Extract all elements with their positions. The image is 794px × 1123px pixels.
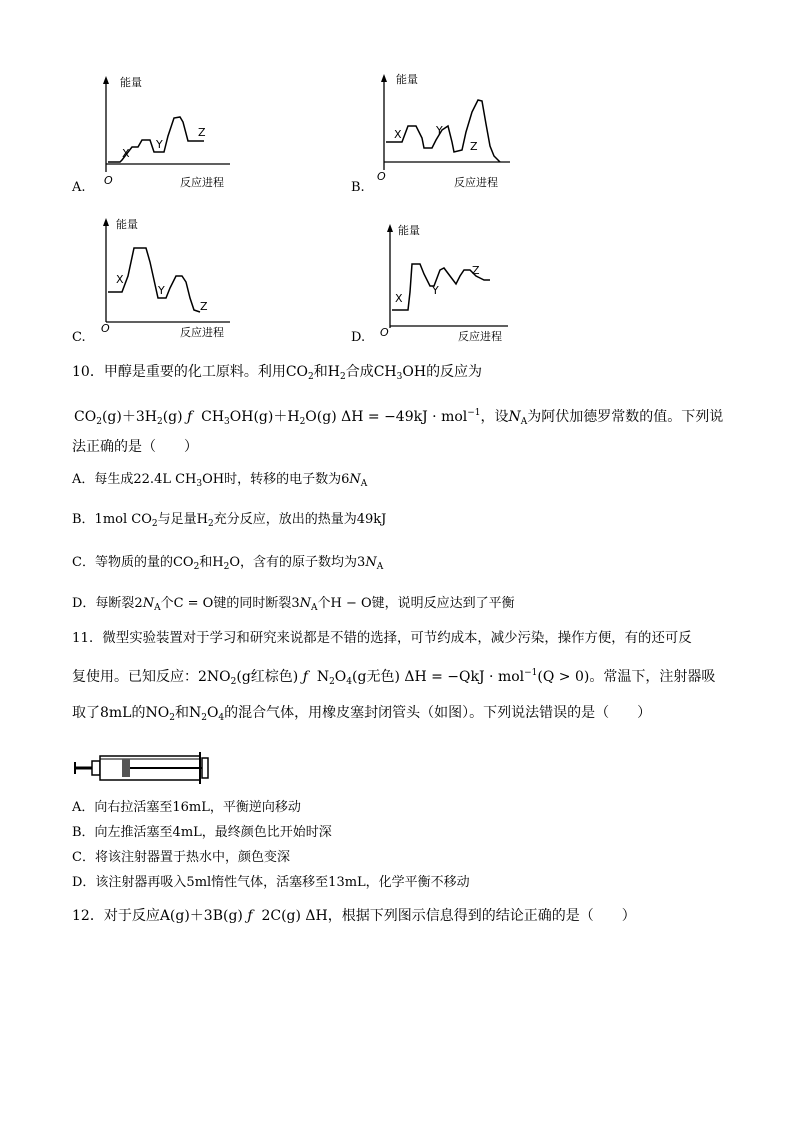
x-axis-label: 反应进程: [458, 330, 502, 343]
q11-line1: 11．微型实验装置对于学习和研究来说都是不错的选择，可节约成本，减少污染，操作方便，有的还可反: [72, 631, 692, 646]
q11-line3: 取了8mL的$NO_2$和$N_2O_4$的混合气体，用橡皮塞封闭管头（如图）。下列说法错误的是（ ）: [72, 705, 652, 723]
q10-option-d: D．每断裂$2N_A$个C = O键的同时断裂$3N_A$个H − O键，说明反应达到了平衡: [72, 596, 515, 613]
y-axis-label: 能量: [398, 224, 420, 237]
y-axis-label: 能量: [116, 218, 138, 231]
label-y: Y: [158, 284, 165, 297]
q10-option-c: C．等物质的量的$CO_2$和$H_2O$，含有的原子数均为$3N_A$: [72, 555, 384, 572]
label-x: X: [395, 292, 403, 305]
energy-diagram-c: [70, 212, 240, 340]
label-z: Z: [470, 140, 478, 153]
y-axis-label: 能量: [120, 76, 142, 89]
diagram-b-letter: B.: [351, 180, 365, 195]
q10-line1: 10．甲醇是重要的化工原料。利用$CO_2$和$H_2$合成$CH_3OH$的反应为: [72, 364, 483, 382]
label-y: Y: [156, 138, 163, 151]
origin-label: O: [104, 174, 113, 187]
q10-equation: $CO_2(g)+3H_2(g)$ ƒ $CH_3OH(g)+H_2O(g) \Delta H = -49kJ \cdot mol^{-1}$，设$N_A$为阿伏加德罗常数的值。下列说: [74, 408, 724, 427]
q11-option-c: C．将该注射器置于热水中，颜色变深: [72, 850, 290, 865]
q11-option-a: A．向右拉活塞至16mL，平衡逆向移动: [72, 800, 301, 815]
q11-line2: 复使用。已知反应：$2NO_2(g$红棕色) ƒ $N_2O_4(g$无色) ΔH = −QkJ · mol$^{-1}$(Q > 0)。常温下，注射器吸: [72, 668, 716, 687]
diagram-d-letter: D.: [351, 330, 366, 345]
y-axis-label: 能量: [396, 73, 418, 86]
q10-option-b: B．1mol $CO_2$与足量$H_2$充分反应，放出的热量为49kJ: [72, 512, 387, 529]
label-x: X: [122, 147, 130, 160]
energy-diagram-b: [350, 70, 520, 194]
label-z: Z: [200, 300, 208, 313]
diagram-a-letter: A.: [72, 180, 86, 195]
label-x: X: [394, 128, 402, 141]
x-axis-label: 反应进程: [454, 176, 498, 189]
q10-option-a: A．每生成22.4L $CH_3OH$时，转移的电子数为$6N_A$: [72, 472, 368, 489]
energy-diagram-a: [70, 72, 240, 194]
label-x: X: [116, 273, 124, 286]
energy-diagram-d: [350, 218, 520, 344]
diagram-c-letter: C.: [72, 330, 86, 345]
q10-line3: 法正确的是（ ）: [72, 439, 198, 455]
label-z: Z: [198, 126, 206, 139]
q11-option-d: D．该注射器再吸入5ml惰性气体，活塞移至13mL，化学平衡不移动: [72, 875, 470, 890]
x-axis-label: 反应进程: [180, 176, 224, 189]
q11-option-b: B．向左推活塞至4mL，最终颜色比开始时深: [72, 825, 332, 840]
origin-label: O: [377, 170, 386, 183]
origin-label: O: [101, 322, 110, 335]
label-y: Y: [436, 124, 443, 137]
origin-label: O: [380, 326, 389, 339]
label-z: Z: [472, 264, 480, 277]
label-y: Y: [432, 284, 439, 297]
q12-line1: 12．对于反应A(g)＋3B(g) ƒ 2C(g) ΔH，根据下列图示信息得到的结论正确的是（ ）: [72, 908, 636, 924]
x-axis-label: 反应进程: [180, 326, 224, 339]
syringe-figure: [72, 750, 212, 786]
